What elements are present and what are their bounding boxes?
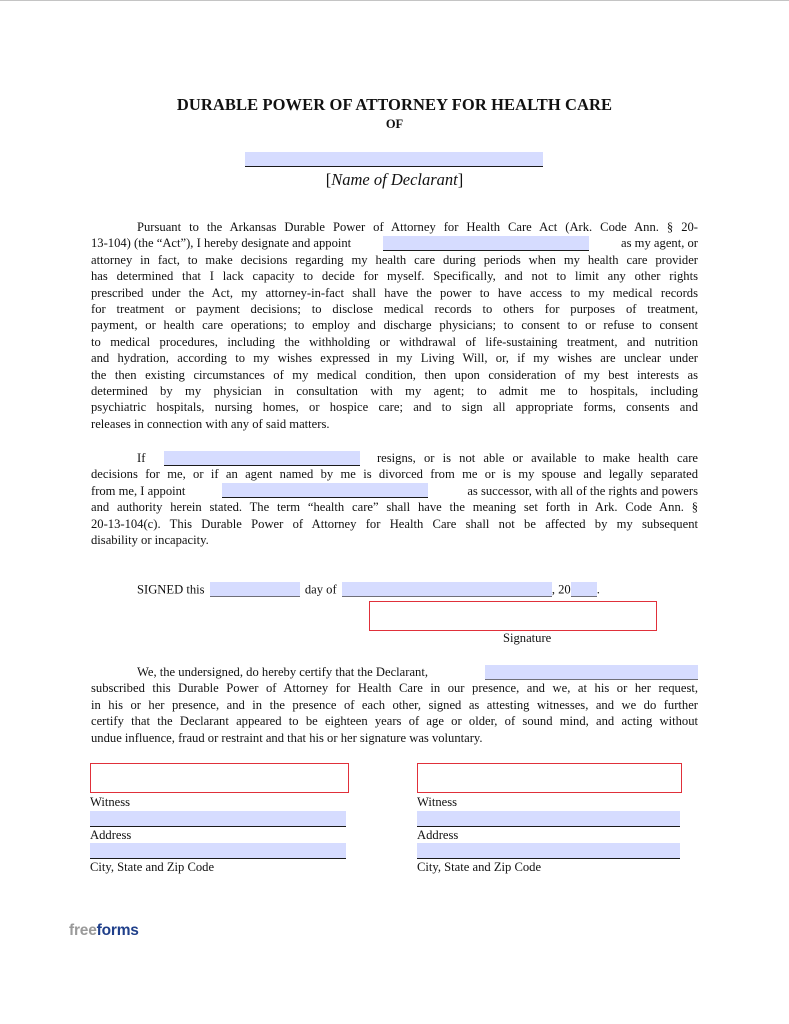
paragraph-text: If [137,451,146,465]
paragraph-line: the then existing circumstances of my medical condition, then upon consideration of my best interests as [91,367,698,382]
paragraph-text: 13-104) (the “Act”), I hereby designate and appoint [91,236,352,251]
paragraph-line: psychiatric hospitals, nursing homes, or hospice care; and to sign all appropriate forms, consents and [91,400,698,415]
witness-1-signature-box[interactable] [90,763,349,793]
witness-2-address-input[interactable] [417,811,680,827]
year-prefix-label: , 20 [551,582,571,597]
paragraph-line: 20-13-104(c). This Durable Power of Attorney for Health Care shall not be affected by my subsequent [91,516,698,531]
paragraph-line: has determined that I lack capacity to decide for myself. Specifically, and not to limit any other rights [91,269,698,284]
paragraph-line [91,664,698,680]
paragraph-line: to medical procedures, including the withholding or withdrawal of life-sustaining treatment, and nutrition [91,334,698,349]
paragraph-line: decisions for me, or if an agent named by me is divorced from me or is my spouse and legally separated [91,467,698,482]
declarant-name-input[interactable] [245,152,543,166]
signed-month-input[interactable] [342,582,552,597]
paragraph-text: We, the undersigned, do hereby certify that the Declarant, [137,665,428,679]
paragraph-line: and hydration, according to my wishes expressed in my Living Will, or, if my wishes are unclear under [91,351,698,366]
line-flex [91,235,698,251]
freeforms-logo [69,922,139,940]
paragraph-line: for treatment or payment decisions; to disclose medical records to others for purposes of treatment, [91,301,698,316]
paragraph-line: payment, or health care operations; to employ and discharge physicians; to consent to or refuse to consent [91,318,698,333]
witness-certification-paragraph [91,664,698,746]
paragraph-line: in his or her presence, and in the presence of each other, signed as attesting witnesses, and we do further [91,697,698,712]
logo-forms-text: forms [96,922,139,939]
line-flex [91,664,698,680]
paragraph-line: certify that the Declarant appeared to be eighteen years of age or older, of sound mind, and acting without [91,714,698,729]
witness-1-address-input[interactable] [90,811,346,827]
witness-2-city-state-zip-label: City, State and Zip Code [417,860,542,874]
declarant-signature-box[interactable] [369,601,657,631]
paragraph-line: releases in connection with any of said matters. [91,416,330,431]
paragraph-line [91,219,698,235]
paragraph-line [91,450,698,466]
day-of-label: day of [304,582,337,597]
witness-1-address-label: Address [90,828,132,842]
paragraph-text: as my agent, or [621,236,698,251]
agent-designation-paragraph [91,219,698,432]
declarant-label-text: Name of Declarant [331,170,458,189]
signed-this-label: SIGNED this [137,582,205,597]
witness-1-city-state-zip-input[interactable] [90,843,346,859]
declarant-name-underline [245,166,543,167]
period: . [596,582,600,597]
document-subtitle: OF [385,117,404,131]
line-flex [91,483,698,499]
paragraph-line [91,483,698,499]
signature-label: Signature [503,631,552,645]
line-flex [91,450,698,466]
witness-2-block [417,763,675,883]
paragraph-line: determined by my physician in consultation with my agent; to admit me to hospitals, including [91,383,698,398]
paragraph-line: subscribed this Durable Power of Attorney for Health Care in our presence, and we, at his or her request, [91,681,698,696]
paragraph-text: resigns, or is not able or available to make health care [376,451,698,465]
signed-date-line [137,582,600,598]
witness-1-city-state-zip-label: City, State and Zip Code [90,860,215,874]
witness-2-address-label: Address [417,828,459,842]
successor-agent-paragraph [91,450,698,548]
line-start [91,664,428,680]
paragraph-line: disability or incapacity. [91,532,209,547]
witness-declarant-name-input[interactable] [485,665,698,680]
paragraph-line: prescribed under the Act, my attorney-in-fact shall have the power to have access to my medical records [91,285,698,300]
first-agent-name-input[interactable] [164,451,360,466]
witness-1-block [90,763,348,883]
document-title: DURABLE POWER OF ATTORNEY FOR HEALTH CARE [176,95,613,114]
paragraph-line: attorney in fact, to make decisions regarding my health care during periods when my health care provider [91,252,698,267]
witness-2-signature-box[interactable] [417,763,682,793]
bracket-close: ] [457,170,464,189]
witness-1-label: Witness [90,795,131,809]
paragraph-line: undue influence, fraud or restraint and that his or her signature was voluntary. [91,730,483,745]
signed-day-input[interactable] [210,582,300,597]
declarant-name-label [0,170,789,190]
paragraph-line [91,235,698,251]
line-start [91,450,145,466]
successor-agent-name-input[interactable] [222,483,428,498]
signed-year-input[interactable] [571,582,597,597]
witness-2-city-state-zip-input[interactable] [417,843,680,859]
paragraph-line: and authority herein stated. The term “health care” shall have the meaning set forth in Ark. Code Ann. § [91,500,698,515]
logo-free-text: free [69,922,97,939]
agent-name-input[interactable] [383,236,589,251]
witness-2-label: Witness [417,795,458,809]
bracket-open: [ [325,170,332,189]
paragraph-text: as successor, with all of the rights and powers [467,483,698,498]
paragraph-text: from me, I appoint [91,483,186,498]
paragraph-text: Pursuant to the Arkansas Durable Power of Attorney for Health Care Act (Ark. Code Ann. § 20- [137,220,698,234]
